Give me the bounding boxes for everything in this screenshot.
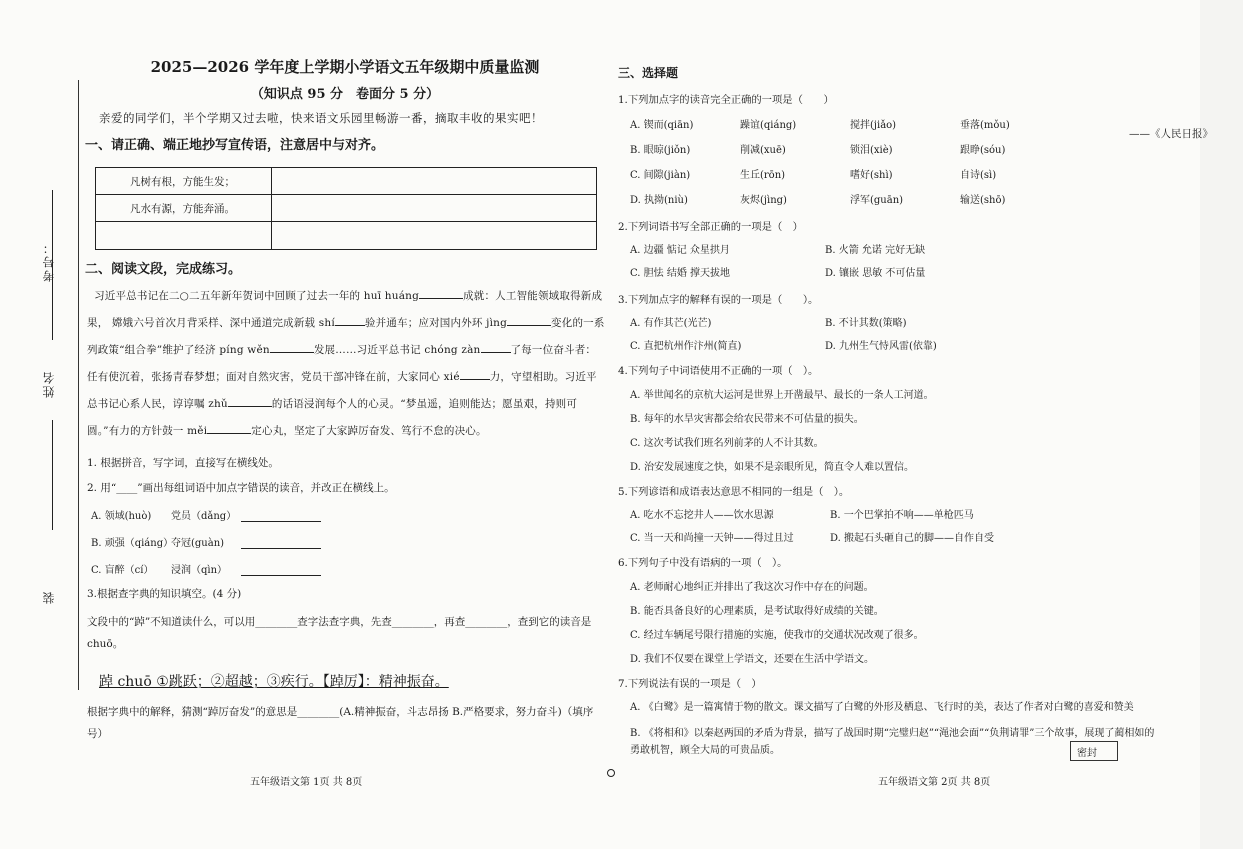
option-row: B. 顽强（qiáng） 夺冠(guàn) (91, 534, 605, 549)
section-1-heading: 一、请正确、端正地抄写宣传语，注意居中与对齐。 (85, 138, 385, 153)
option-line: C. 经过车辆尾号限行措施的实施，使我市的交通状况改观了很多。 (630, 630, 924, 641)
mc-question-3: 3.下列加点字的解释有误的一项是（ ）。 (618, 294, 819, 306)
option-row: C. 胆怯 结婚 撑天拔地 D. 镶嵌 思敏 不可估量 (630, 268, 926, 279)
option-row: A. 吃水不忘挖井人——饮水思源 B. 一个巴掌拍不响——单枪匹马 (630, 510, 974, 521)
copy-answer-field[interactable] (272, 168, 596, 195)
mc-question-6: 6.下列句子中没有语病的一项（ ）。 (618, 557, 788, 569)
exam-subtitle: （知识点 95 分 卷面分 5 分） (250, 87, 440, 102)
section-2-heading: 二、阅读文段，完成练习。 (85, 262, 242, 277)
option-row: D. 执拗(niù) 灰烬(jìng) 浮军(guān) 输送(shō) (630, 195, 1006, 206)
exam-title: 2025—2026 学年度上学期小学语文五年级期中质量监测 (150, 58, 540, 76)
copy-answer-field[interactable] (272, 222, 596, 249)
mc-question-5: 5.下列谚语和成语表达意思不相同的一组是（ ）。 (618, 486, 850, 498)
answer-blank[interactable] (270, 342, 314, 353)
answer-line[interactable] (241, 521, 321, 522)
option-line: C. 这次考试我们班名列前茅的人不计其数。 (630, 438, 824, 449)
question-2: 2. 用“____”画出每组词语中加点字错误的读音，并改正在横线上。 (87, 482, 395, 494)
binding-mark: 装 (42, 590, 56, 604)
answer-blank[interactable] (507, 315, 551, 326)
question-3-text: 文段中的“踔”不知道读什么，可以用________查字法查字典，先查________，再查________，查到它的读音是 chuō。 (87, 616, 592, 650)
reading-passage: 习近平总书记在二○二五年新年贺词中回顾了过去一年的 huī huáng 成就：人工智能领域取得新成果， 嫦娥六号首次月背采样、深中通道完成新载 shí 验并通车；应对国内外环 jìng 变化的一系列政策“组合拳”维护了经济 píng wěn 发展……习近平总书记 chóng zàn 了每一位奋斗者：任有使沉着，张扬青春梦想；面对自然灾害，党员干部冲锋在前，大家同心 xié 力，守望相助。习近平总书记心系人民，谆谆嘱 zhǔ 的话语浸润每个人的心灵。“梦虽遥，追则能达；愿虽艰，持则可圆。”有力的方针鼓一 měi 定心丸，坚定了大家踔厉奋发、笃行不怠的决心。 (87, 290, 605, 437)
copy-row: 凡水有源，方能奔涌。 (96, 195, 271, 222)
option-line: B. 《将相和》以秦赵两国的矛盾为背景，描写了战国时期“完璧归赵”“渑池会面”“负荆请罪”三个故事，展现了蔺相如的勇敢机智，顾全大局的可贵品质。 (630, 728, 1155, 756)
option-row: A. 边疆 惦记 众星拱月 B. 火箭 允诺 完好无缺 (630, 245, 926, 256)
page-footer-left: 五年级语文第 1页 共 8页 (250, 777, 363, 788)
option-row: A. 有作其芒(光芒) B. 不计其数(策略) (630, 318, 907, 329)
option-row: C. 直把杭州作汴州(简直) D. 九州生气恃风雷(依靠) (630, 341, 937, 352)
answer-line[interactable] (241, 575, 321, 576)
copy-answer-field[interactable] (272, 195, 596, 222)
option-row: B. 眼晾(jiǒn) 削减(xuē) 锁泪(xiè) 跟睁(sóu) (630, 145, 1006, 156)
answer-blank[interactable] (228, 396, 272, 407)
answer-blank[interactable] (207, 423, 251, 434)
dictionary-entry: 踔 chuō ①跳跃；②超越；③疾行。【踔厉】：精神振奋。 (99, 674, 449, 690)
page-footer-right: 五年级语文第 2页 共 8页 (878, 777, 991, 788)
binding-hole (607, 769, 615, 777)
mc-question-1: 1.下列加点字的读音完全正确的一项是（ ） (618, 94, 834, 106)
question-4: 根据字典中的解释，猜测“踔厉奋发”的意思是________(A.精神振奋，斗志昂扬 B.严格要求，努力奋斗)（填序号） (87, 706, 594, 740)
option-line: D. 我们不仅要在课堂上学语文，还要在生活中学语文。 (630, 654, 875, 665)
mc-question-7: 7.下列说法有误的一项是（ ） (618, 678, 762, 690)
option-line: D. 治安发展速度之快，如果不是亲眼所见，简直令人难以置信。 (630, 462, 915, 473)
question-1: 1. 根据拼音，写字词，直接写在横线处。 (87, 457, 279, 469)
mc-question-2: 2.下列词语书写全部正确的一项是（ ） (618, 221, 803, 233)
option-line: A. 举世闻名的京杭大运河是世界上开凿最早、最长的一条人工河道。 (630, 390, 934, 401)
option-line: A. 老师耐心地纠正并排出了我这次习作中存在的问题。 (630, 582, 874, 593)
option-row: C. 盲醉（cí） 浸润（qìn） (91, 561, 605, 576)
copy-source: ——《人民日报》 (1129, 128, 1213, 140)
option-line: B. 能否具备良好的心理素质，是考试取得好成绩的关键。 (630, 606, 884, 617)
option-row: A. 锲而(qiān) 躁谊(qiáng) 搅拌(jiǎo) 垂落(mǒu) (630, 120, 1010, 131)
answer-blank[interactable] (419, 288, 463, 299)
answer-blank[interactable] (481, 342, 511, 353)
answer-line[interactable] (241, 548, 321, 549)
option-row: C. 当一天和尚撞一天钟——得过且过 D. 搬起石头砸自己的脚——自作自受 (630, 533, 995, 544)
copy-row: 凡树有根，方能生发； (96, 168, 271, 195)
answer-blank[interactable] (335, 315, 365, 326)
mc-question-4: 4.下列句子中词语使用不正确的一项（ ）。 (618, 365, 819, 377)
intro-text: 亲爱的同学们，半个学期又过去啦，快来语文乐园里畅游一番，摘取丰收的果实吧！ (99, 111, 543, 125)
question-3: 3.根据查字典的知识填空。(4 分) (87, 588, 242, 600)
right-page (618, 64, 1158, 759)
exam-number-label: 考号： (42, 240, 56, 282)
seal-box: 密封 (1070, 741, 1118, 761)
binding-margin (40, 150, 90, 670)
section-3-heading: 三、选择题 (618, 66, 679, 80)
option-line: B. 每年的水旱灾害都会给农民带来不可估量的损失。 (630, 414, 864, 425)
option-row: C. 间隙(jiàn) 生丘(rōn) 嗜好(shì) 自诗(sì) (630, 170, 997, 181)
option-line: A. 《白鹭》是一篇寓情于物的散文。课文描写了白鹭的外形及栖息、飞行时的美，表达了作者对白鹭的喜爱和赞美 (630, 702, 1134, 713)
name-label: 姓名 (42, 370, 56, 398)
answer-blank[interactable] (460, 369, 490, 380)
option-row: A. 领域(huò) 党员（dǎng） (91, 507, 605, 522)
